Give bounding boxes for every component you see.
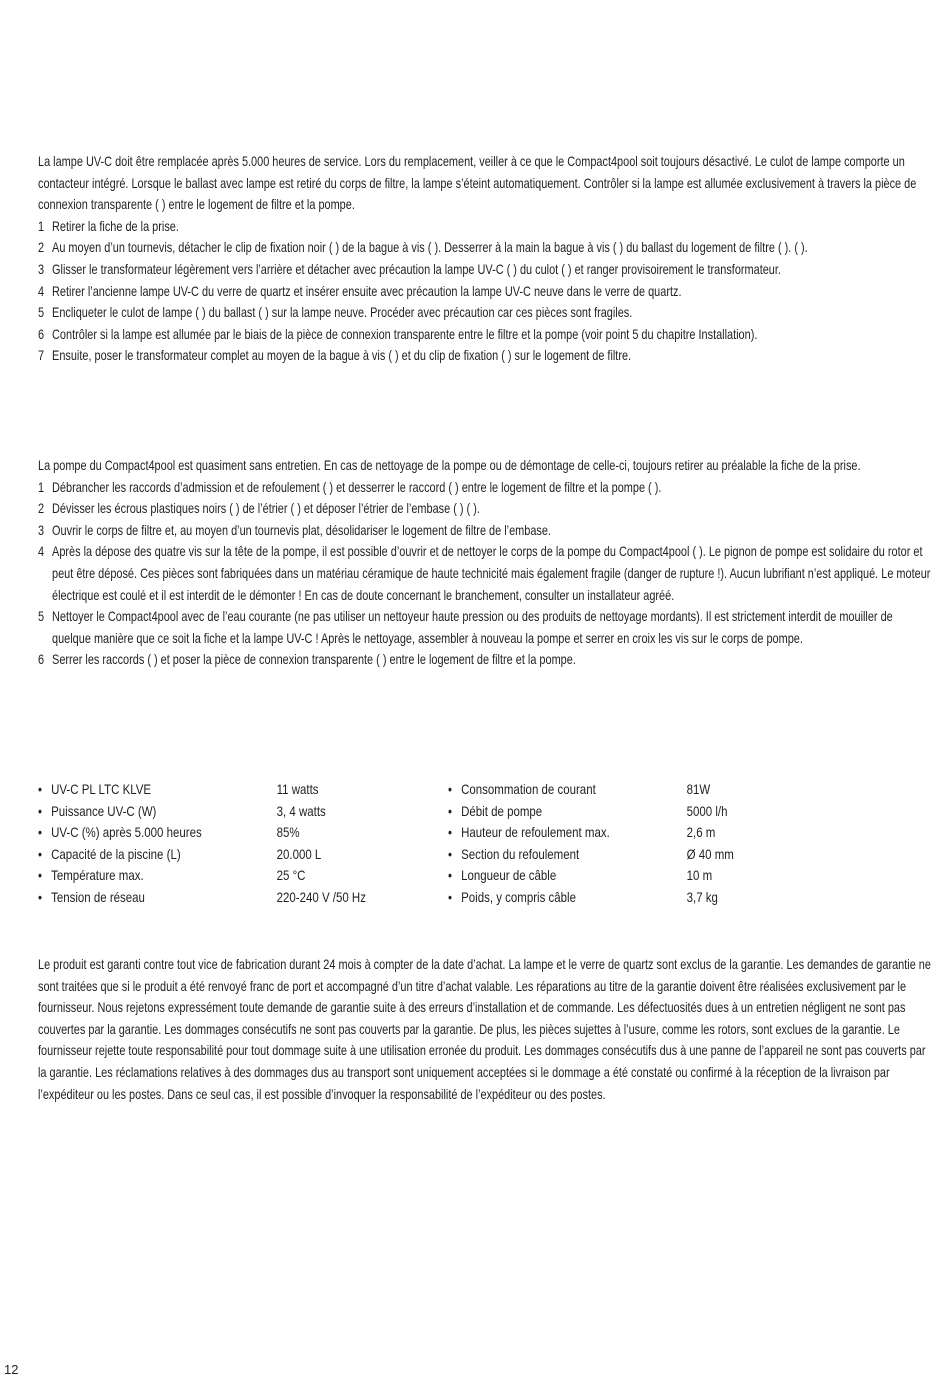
- pump-intro: La pompe du Compact4pool est quasiment sans entretien. En cas de nettoyage de la pompe ou de démontage de celle-ci, toujours retirer au préalable la fiche de la prise.: [38, 457, 861, 473]
- spec-row: [448, 865, 792, 887]
- spec-label: Puissance UV-C (W): [51, 802, 157, 819]
- spec-value: 10 m: [686, 867, 713, 884]
- bullet-icon: •: [448, 845, 453, 862]
- step-text: Au moyen d’un tournevis, détacher le clip de fixation noir ( ) de la bague à vis ( ). Desserrer à la main la bague à vis ( ) du ballast du logement de filtre ( ). ( ).: [52, 239, 808, 256]
- step-text: Dévisser les écrous plastiques noirs ( ) de l’étrier ( ) et déposer l’étrier de l’embase ( ) ( ).: [52, 500, 480, 517]
- step-text: Nettoyer le Compact4pool avec de l’eau courante (ne pas utiliser un nettoyeur haute pression ou des produits de nettoyage mordants). Il est strictement interdit de mouiller de quelque manière que ce soit la fiche et la lampe UV-C ! Après le nettoyage, assembler à nouveau la pompe et serrer en croix les vis sur le corps de pompe.: [52, 608, 893, 646]
- spec-row: [38, 844, 382, 866]
- spec-value: 11 watts: [276, 781, 319, 797]
- step-text: Serrer les raccords ( ) et poser la pièce de connexion transparente ( ) entre le logement de filtre et la pompe.: [52, 651, 576, 668]
- specs-left-column: [38, 779, 458, 909]
- bullet-icon: •: [448, 802, 453, 819]
- step-number: 5: [38, 608, 45, 625]
- lamp-step: [38, 259, 933, 281]
- pump-step: [38, 606, 933, 649]
- spec-label: Capacité de la piscine (L): [51, 845, 181, 862]
- step-number: 1: [38, 478, 45, 495]
- spec-row: [448, 844, 792, 866]
- spec-row: [448, 887, 792, 909]
- bullet-icon: •: [38, 845, 43, 862]
- bullet-icon: •: [448, 888, 453, 905]
- spec-value: 2,6 m: [686, 824, 716, 841]
- spec-label: Tension de réseau: [51, 888, 145, 905]
- spec-value: 85%: [276, 824, 300, 841]
- bullet-icon: •: [38, 888, 43, 905]
- pump-step: [38, 520, 933, 542]
- spec-value: 81W: [686, 781, 711, 797]
- spec-row: [38, 887, 382, 909]
- lamp-steps-list: [38, 216, 933, 367]
- step-text: Contrôler si la lampe est allumée par le biais de la pièce de connexion transparente entre le filtre et la pompe (voir point 5 du chapitre Installation).: [52, 325, 758, 342]
- specs-right-column: [448, 779, 868, 909]
- spec-label: UV-C (%) après 5.000 heures: [51, 824, 202, 841]
- lamp-step: [38, 324, 933, 346]
- step-number: 6: [38, 325, 45, 342]
- pump-step: [38, 477, 933, 499]
- step-text: Débrancher les raccords d’admission et de refoulement ( ) et desserrer le raccord ( ) entre le logement de filtre et la pompe ( ).: [52, 478, 662, 495]
- lamp-step: [38, 302, 933, 324]
- spec-row: [38, 822, 382, 844]
- bullet-icon: •: [448, 824, 453, 841]
- spec-value: 5000 l/h: [686, 802, 728, 819]
- spec-label: Débit de pompe: [461, 802, 543, 819]
- spec-value: 3, 4 watts: [276, 802, 326, 819]
- spec-label: Longueur de câble: [461, 867, 557, 884]
- pump-step: [38, 649, 933, 671]
- step-number: 4: [38, 282, 45, 299]
- lamp-step: [38, 281, 933, 303]
- step-text: Ouvrir le corps de filtre et, au moyen d’un tournevis plat, désolidariser le logement de filtre de l’embase.: [52, 521, 551, 538]
- step-text: Après la dépose des quatre vis sur la tête de la pompe, il est possible d’ouvrir et de nettoyer le corps de la pompe du Compact4pool ( ). Le pignon de pompe est solidaire du rotor et peut être déposé. Ces pièces sont fabriquées dans un matériau céramique de haute technicité mais également fragile (danger de rupture !). Aucun lubrifiant n’est appliqué. Le moteur électrique est coulé et il est interdit de le démonter ! En cas de doute concernant le branchement, consulter un installateur agréé.: [52, 543, 931, 603]
- step-text: Glisser le transformateur légèrement vers l’arrière et détacher avec précaution la lampe UV-C ( ) du culot ( ) et ranger provisoirement le transformateur.: [52, 260, 781, 277]
- spec-row: [448, 822, 792, 844]
- spec-value: 25 °C: [276, 867, 306, 884]
- spec-row: [448, 779, 792, 801]
- spec-value: 220-240 V /50 Hz: [276, 888, 366, 905]
- bullet-icon: •: [38, 824, 43, 841]
- pump-steps-list: [38, 477, 933, 671]
- spec-row: [38, 779, 382, 801]
- bullet-icon: •: [38, 867, 43, 884]
- step-number: 3: [38, 521, 45, 538]
- warranty-text: Le produit est garanti contre tout vice de fabrication durant 24 mois à compter de la date d’achat. La lampe et le verre de quartz sont exclus de la garantie. Les demandes de garantie ne sont traitées que si le produit a été renvoyé franc de port et accompagné d’un titre d’achat valable. Les réparations au titre de la garantie doivent être réalisées exclusivement par le fournisseur. Nous rejetons expressément toute demande de garantie suite à des erreurs d’installation et de commande. Les défectuosités dues à un entretien négligent ne sont pas couvertes par la garantie. Les dommages consécutifs ne sont pas couverts par la garantie. De plus, les pièces sujettes à l’usure, comme les rotors, sont exclues de la garantie. Le fournisseur rejette toute responsabilité pour tout dommage suite à une utilisation erronée du produit. Les dommages consécutifs dus à une panne de l’appareil ne sont pas couverts par la garantie. Les réclamations relatives à des dommages dus au transport sont uniquement acceptées si le dommage a été constaté ou confirmé à la réception de la livraison par l’expéditeur ou les postes. Dans ce seul cas, il est possible d’invoquer la responsabilité de l’expéditeur ou des postes.: [38, 956, 931, 1102]
- spec-value: 20.000 L: [276, 845, 322, 862]
- bullet-icon: •: [448, 867, 453, 884]
- pump-step: [38, 498, 933, 520]
- step-number: 2: [38, 500, 45, 517]
- step-number: 5: [38, 304, 45, 321]
- bullet-icon: •: [448, 781, 453, 797]
- spec-row: [38, 865, 382, 887]
- step-number: 2: [38, 239, 45, 256]
- spec-label: Section du refoulement: [461, 845, 580, 862]
- step-text: Retirer la fiche de la prise.: [52, 217, 179, 234]
- spec-row: [448, 801, 792, 823]
- warranty-section: [38, 954, 950, 1105]
- spec-label: Température max.: [51, 867, 144, 884]
- step-number: 7: [38, 347, 45, 364]
- spec-value: Ø 40 mm: [686, 845, 734, 862]
- spec-label: Consommation de courant: [461, 781, 596, 797]
- spec-label: Hauteur de refoulement max.: [461, 824, 610, 841]
- pump-section: [38, 455, 950, 671]
- spec-value: 3,7 kg: [686, 888, 718, 905]
- lamp-section: [38, 151, 950, 367]
- lamp-intro: La lampe UV-C doit être remplacée après 5.000 heures de service. Lors du remplacement, veiller à ce que le Compact4pool soit toujours désactivé. Le culot de lampe comporte un contacteur intégré. Lorsque le ballast avec lampe est retiré du corps de filtre, la lampe s’éteint automatiquement. Contrôler si la lampe est allumée exclusivement à travers la pièce de connexion transparente ( ) entre le logement de filtre et la pompe.: [38, 153, 917, 213]
- spec-label: Poids, y compris câble: [461, 888, 576, 905]
- step-number: 6: [38, 651, 45, 668]
- page-number: 12: [4, 1362, 19, 1377]
- pump-step: [38, 541, 933, 606]
- spec-row: [38, 801, 382, 823]
- step-number: 1: [38, 217, 45, 234]
- bullet-icon: •: [38, 781, 43, 797]
- lamp-step: [38, 345, 933, 367]
- bullet-icon: •: [38, 802, 43, 819]
- lamp-step: [38, 237, 933, 259]
- step-text: Ensuite, poser le transformateur complet au moyen de la bague à vis ( ) et du clip de fixation ( ) sur le logement de filtre.: [52, 347, 632, 364]
- step-number: 3: [38, 260, 45, 277]
- lamp-step: [38, 216, 933, 238]
- step-text: Encliqueter le culot de lampe ( ) du ballast ( ) sur la lampe neuve. Procéder avec précaution car ces pièces sont fragiles.: [52, 304, 633, 321]
- step-number: 4: [38, 543, 45, 560]
- spec-label: UV-C PL LTC KLVE: [51, 781, 152, 797]
- step-text: Retirer l’ancienne lampe UV-C du verre de quartz et insérer ensuite avec précaution la lampe UV-C neuve dans le verre de quartz.: [52, 282, 682, 299]
